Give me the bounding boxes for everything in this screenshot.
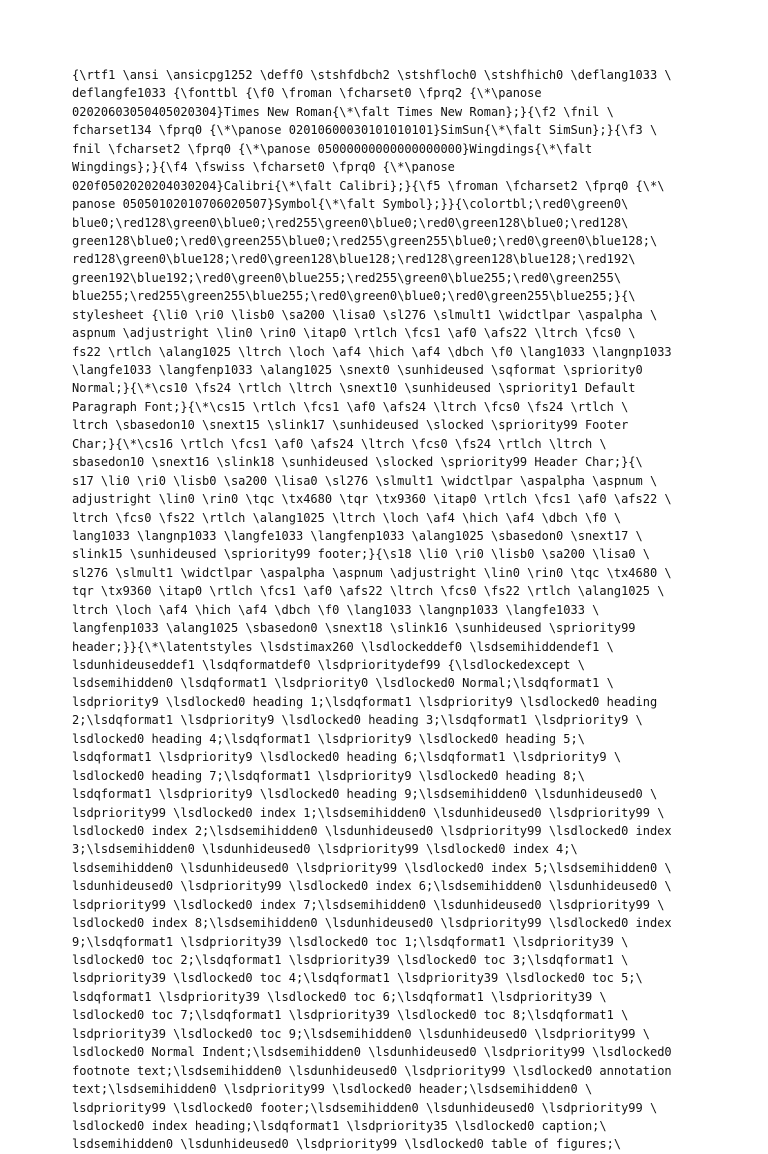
text-line: text;\lsdsemihidden0 \lsdpriority99 \lsdlocked0 header;\lsdsemihidden0 \ (72, 1082, 593, 1097)
text-line: 3;\lsdsemihidden0 \lsdunhideused0 \lsdpriority99 \lsdlocked0 index 4;\ (72, 842, 578, 857)
text-line: panose 05050102010706020507}Symbol{\*\falt Symbol};}}{\colortbl;\red0\green0\ (72, 197, 629, 212)
text-line: green192\blue192;\red0\green0\blue255;\red255\green0\blue255;\red0\green255\ (72, 270, 622, 285)
text-line: stylesheet {\li0 \ri0 \lisb0 \sa200 \lisa0 \sl276 \slmult1 \widctlpar \aspalpha \ (72, 307, 658, 322)
text-line: s17 \li0 \ri0 \lisb0 \sa200 \lisa0 \sl276 \slmult1 \widctlpar \aspalpha \aspnum \ (72, 473, 658, 488)
text-line: lsdqformat1 \lsdpriority9 \lsdlocked0 heading 6;\lsdqformat1 \lsdpriority9 \ (72, 750, 622, 765)
text-line: deflangfe1033 {\fonttbl {\f0 \froman \fcharset0 \fprq2 {\*\panose (72, 86, 542, 101)
text-line: 2;\lsdqformat1 \lsdpriority9 \lsdlocked0 heading 3;\lsdqformat1 \lsdpriority9 \ (72, 713, 643, 728)
text-line: header;}}{\*\latentstyles \lsdstimax260 \lsdlockeddef0 \lsdsemihiddendef1 \ (72, 639, 614, 654)
text-line: lsdpriority99 \lsdlocked0 index 1;\lsdsemihidden0 \lsdunhideused0 \lsdpriority99 \ (72, 805, 665, 820)
text-line: lang1033 \langnp1033 \langfe1033 \langfenp1033 \alang1025 \sbasedon0 \snext17 \ (72, 528, 643, 543)
text-line: sl276 \slmult1 \widctlpar \aspalpha \aspnum \adjustright \lin0 \rin0 \tqc \tx4680 \ (72, 565, 672, 580)
text-line: ltrch \loch \af4 \hich \af4 \dbch \f0 \lang1033 \langnp1033 \langfe1033 \ (72, 602, 600, 617)
text-line: lsdsemihidden0 \lsdqformat1 \lsdpriority0 \lsdlocked0 Normal;\lsdqformat1 \ (72, 676, 614, 691)
text-line: lsdpriority39 \lsdlocked0 toc 9;\lsdsemihidden0 \lsdunhideused0 \lsdpriority99 \ (72, 1026, 650, 1041)
text-line: aspnum \adjustright \lin0 \rin0 \itap0 \rtlch \fcs1 \af0 \afs22 \ltrch \fcs0 \ (72, 326, 636, 341)
text-line: lsdunhideuseddef1 \lsdqformatdef0 \lsdprioritydef99 {\lsdlockedexcept \ (72, 658, 585, 672)
text-line: red128\green0\blue128;\red0\green128\blue128;\red128\green128\blue128;\red192\ (72, 252, 636, 267)
text-line: Paragraph Font;}{\*\cs15 \rtlch \fcs1 \af0 \afs24 \ltrch \fcs0 \fs24 \rtlch \ (72, 399, 629, 414)
text-line: green128\blue0;\red0\green255\blue0;\red255\green255\blue0;\red0\green0\blue128;\ (72, 233, 658, 248)
text-line: lsdqformat1 \lsdpriority9 \lsdlocked0 heading 9;\lsdsemihidden0 \lsdunhideused0 \ (72, 787, 658, 802)
text-line: blue0;\red128\green0\blue0;\red255\green0\blue0;\red0\green128\blue0;\red128\ (72, 215, 629, 230)
text-line: lsdlocked0 heading 7;\lsdqformat1 \lsdpriority9 \lsdlocked0 heading 8;\ (72, 768, 585, 783)
text-line: sbasedon10 \snext16 \slink18 \sunhideused \slocked \spriority99 Header Char;}{\ (72, 455, 643, 470)
text-line: lsdpriority9 \lsdlocked0 heading 1;\lsdqformat1 \lsdpriority9 \lsdlocked0 heading (72, 694, 658, 709)
text-line: blue255;\red255\green255\blue255;\red0\green0\blue0;\red0\green255\blue255;}{\ (72, 289, 636, 304)
text-line: lsdpriority99 \lsdlocked0 footer;\lsdsemihidden0 \lsdunhideused0 \lsdpriority99 \ (72, 1100, 658, 1115)
text-line: adjustright \lin0 \rin0 \tqc \tx4680 \tqr \tx9360 \itap0 \rtlch \fcs1 \af0 \afs22 \ (72, 492, 672, 507)
text-line: lsdpriority39 \lsdlocked0 toc 4;\lsdqformat1 \lsdpriority39 \lsdlocked0 toc 5;\ (72, 971, 643, 986)
text-line: ltrch \sbasedon10 \snext15 \slink17 \sunhideused \slocked \spriority99 Footer (72, 418, 629, 433)
text-line: fcharset134 \fprq0 {\*\panose 02010600030101010101}SimSun{\*\falt SimSun};}{\f3 \ (72, 123, 658, 138)
text-line: footnote text;\lsdsemihidden0 \lsdunhideused0 \lsdpriority99 \lsdlocked0 annotation (72, 1063, 672, 1078)
text-line: lsdlocked0 toc 7;\lsdqformat1 \lsdpriority39 \lsdlocked0 toc 8;\lsdqformat1 \ (72, 1008, 629, 1023)
text-line: Normal;}{\*\cs10 \fs24 \rtlch \ltrch \snext10 \sunhideused \spriority1 Default (72, 381, 636, 396)
text-line: lsdlocked0 index 8;\lsdsemihidden0 \lsdunhideused0 \lsdpriority99 \lsdlocked0 index (72, 916, 672, 931)
text-line: \langfe1033 \langfenp1033 \alang1025 \snext0 \sunhideused \sqformat \spriority0 (72, 363, 643, 377)
text-line: lsdlocked0 toc 2;\lsdqformat1 \lsdpriority39 \lsdlocked0 toc 3;\lsdqformat1 \ (72, 953, 629, 967)
text-line: lsdqformat1 \lsdpriority39 \lsdlocked0 toc 6;\lsdqformat1 \lsdpriority39 \ (72, 989, 607, 1004)
text-line: Wingdings};}{\f4 \fswiss \fcharset0 \fprq0 {\*\panose (72, 160, 455, 175)
text-line: fnil \fcharset2 \fprq0 {\*\panose 05000000000000000000}Wingdings{\*\falt (72, 141, 593, 156)
rtf-source-text (72, 66, 712, 1154)
text-line: slink15 \sunhideused \spriority99 footer;}{\s18 \li0 \ri0 \lisb0 \sa200 \lisa0 \ (72, 547, 650, 562)
text-line: tqr \tx9360 \itap0 \rtlch \fcs1 \af0 \afs22 \ltrch \fcs0 \fs22 \rtlch \alang1025 \ (72, 584, 665, 599)
text-line: 02020603050405020304}Times New Roman{\*\falt Times New Roman};}{\f2 \fnil \ (72, 104, 614, 119)
text-line: lsdsemihidden0 \lsdunhideused0 \lsdpriority99 \lsdlocked0 table of figures;\ (72, 1137, 622, 1152)
text-line: lsdlocked0 index heading;\lsdqformat1 \lsdpriority35 \lsdlocked0 caption;\ (72, 1118, 607, 1133)
text-line: lsdlocked0 Normal Indent;\lsdsemihidden0 \lsdunhideused0 \lsdpriority99 \lsdlocked0 (72, 1045, 672, 1060)
text-line: lsdlocked0 heading 4;\lsdqformat1 \lsdpriority9 \lsdlocked0 heading 5;\ (72, 731, 585, 746)
text-line: lsdsemihidden0 \lsdunhideused0 \lsdpriority99 \lsdlocked0 index 5;\lsdsemihidden0 \ (72, 860, 672, 875)
text-line: {\rtf1 \ansi \ansicpg1252 \deff0 \stshfdbch2 \stshfloch0 \stshfhich0 \deflang1033 \ (72, 68, 672, 82)
text-line: ltrch \fcs0 \fs22 \rtlch \alang1025 \ltrch \loch \af4 \hich \af4 \dbch \f0 \ (72, 510, 622, 525)
text-line: fs22 \rtlch \alang1025 \ltrch \loch \af4 \hich \af4 \dbch \f0 \lang1033 \langnp1033 (72, 344, 672, 359)
text-line: lsdlocked0 index 2;\lsdsemihidden0 \lsdunhideused0 \lsdpriority99 \lsdlocked0 index (72, 823, 672, 838)
text-line: Char;}{\*\cs16 \rtlch \fcs1 \af0 \afs24 \ltrch \fcs0 \fs24 \rtlch \ltrch \ (72, 436, 607, 451)
text-line: 020f0502020204030204}Calibri{\*\falt Calibri};}{\f5 \froman \fcharset2 \fprq0 {\*\ (72, 178, 665, 193)
text-line: langfenp1033 \alang1025 \sbasedon0 \snext18 \slink16 \sunhideused \spriority99 (72, 621, 636, 636)
text-line: 9;\lsdqformat1 \lsdpriority39 \lsdlocked0 toc 1;\lsdqformat1 \lsdpriority39 \ (72, 934, 629, 949)
text-line: lsdunhideused0 \lsdpriority99 \lsdlocked0 index 6;\lsdsemihidden0 \lsdunhideused0 \ (72, 879, 672, 894)
text-line: lsdpriority99 \lsdlocked0 index 7;\lsdsemihidden0 \lsdunhideused0 \lsdpriority99 \ (72, 897, 665, 912)
